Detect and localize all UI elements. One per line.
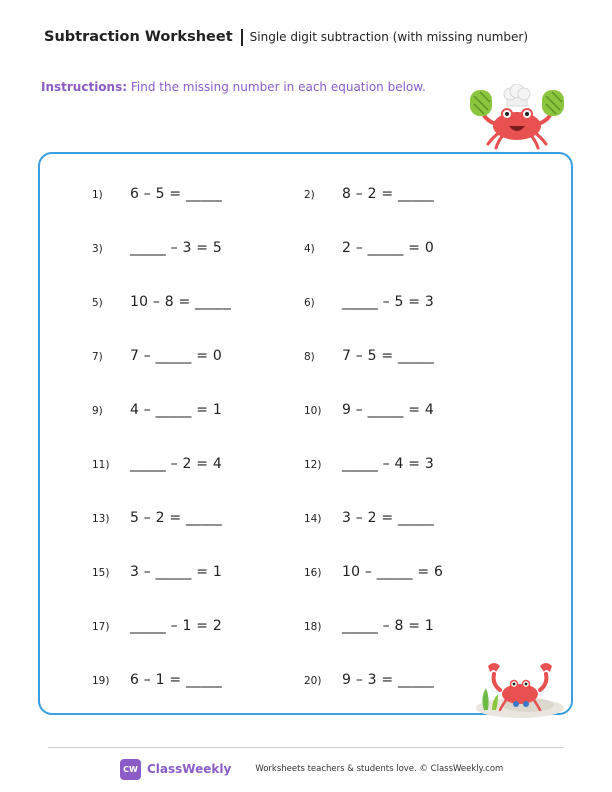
- question-equation: 3 – _____ = 1: [130, 564, 222, 580]
- question-equation: 4 – _____ = 1: [130, 402, 222, 418]
- worksheet-title: Subtraction Worksheet: [44, 29, 233, 45]
- question-item: [304, 240, 434, 256]
- question-equation: 5 – 2 = _____: [130, 510, 222, 526]
- question-item: [92, 672, 222, 688]
- question-number: 11): [92, 459, 110, 471]
- question-equation: 10 – _____ = 6: [342, 564, 444, 580]
- question-number: 17): [92, 621, 110, 633]
- question-equation: _____ – 8 = 1: [342, 618, 434, 634]
- question-number: 7): [92, 351, 103, 363]
- question-equation: _____ – 1 = 2: [130, 618, 222, 634]
- question-equation: 2 – _____ = 0: [342, 240, 434, 256]
- question-item: [92, 294, 231, 310]
- footer-divider: [48, 747, 564, 748]
- question-item: [92, 510, 222, 526]
- question-item: [92, 240, 222, 256]
- footer: [120, 758, 520, 780]
- question-number: 16): [304, 567, 322, 579]
- question-item: [92, 402, 222, 418]
- question-equation: _____ – 5 = 3: [342, 294, 434, 310]
- question-equation: 8 – 2 = _____: [342, 186, 434, 202]
- question-number: 9): [92, 405, 103, 417]
- question-item: [92, 456, 222, 472]
- question-equation: 9 – _____ = 4: [342, 402, 434, 418]
- crab-chef-icon: [462, 84, 572, 152]
- question-item: [304, 186, 434, 202]
- instructions-text: Find the missing number in each equation below.: [130, 80, 426, 94]
- brand-name: ClassWeekly: [147, 762, 232, 776]
- question-equation: 7 – 5 = _____: [342, 348, 434, 364]
- question-number: 2): [304, 189, 315, 201]
- question-item: [304, 618, 434, 634]
- title-divider: [241, 29, 243, 46]
- question-equation: _____ – 3 = 5: [130, 240, 222, 256]
- question-item: [92, 348, 222, 364]
- question-item: [92, 186, 222, 202]
- question-item: [304, 510, 434, 526]
- instructions: [41, 80, 426, 94]
- classweekly-logo: CW: [120, 759, 141, 780]
- instructions-label: Instructions:: [41, 80, 128, 94]
- question-item: [304, 672, 434, 688]
- question-number: 13): [92, 513, 110, 525]
- crab-on-rock-icon: [470, 658, 568, 720]
- footer-tagline: Worksheets teachers & students love. © ClassWeekly.com: [255, 764, 504, 774]
- questions-panel: [38, 152, 573, 715]
- question-equation: 10 – 8 = _____: [130, 294, 232, 310]
- worksheet-header: [44, 27, 528, 47]
- question-equation: 6 – 5 = _____: [130, 186, 222, 202]
- question-equation: 9 – 3 = _____: [342, 672, 434, 688]
- question-number: 14): [304, 513, 322, 525]
- question-number: 15): [92, 567, 110, 579]
- question-item: [304, 456, 434, 472]
- question-number: 5): [92, 297, 103, 309]
- question-number: 19): [92, 675, 110, 687]
- question-number: 8): [304, 351, 315, 363]
- question-number: 18): [304, 621, 322, 633]
- question-item: [92, 618, 222, 634]
- worksheet-subtitle: Single digit subtraction (with missing number): [249, 30, 529, 44]
- question-equation: 6 – 1 = _____: [130, 672, 222, 688]
- question-number: 12): [304, 459, 322, 471]
- question-item: [92, 564, 222, 580]
- question-equation: 7 – _____ = 0: [130, 348, 222, 364]
- question-number: 1): [92, 189, 103, 201]
- question-item: [304, 348, 434, 364]
- question-equation: _____ – 2 = 4: [130, 456, 222, 472]
- question-item: [304, 402, 434, 418]
- question-item: [304, 564, 443, 580]
- question-number: 3): [92, 243, 103, 255]
- question-item: [304, 294, 434, 310]
- question-number: 20): [304, 675, 322, 687]
- question-equation: 3 – 2 = _____: [342, 510, 434, 526]
- question-equation: _____ – 4 = 3: [342, 456, 434, 472]
- question-number: 6): [304, 297, 315, 309]
- question-number: 4): [304, 243, 315, 255]
- question-number: 10): [304, 405, 322, 417]
